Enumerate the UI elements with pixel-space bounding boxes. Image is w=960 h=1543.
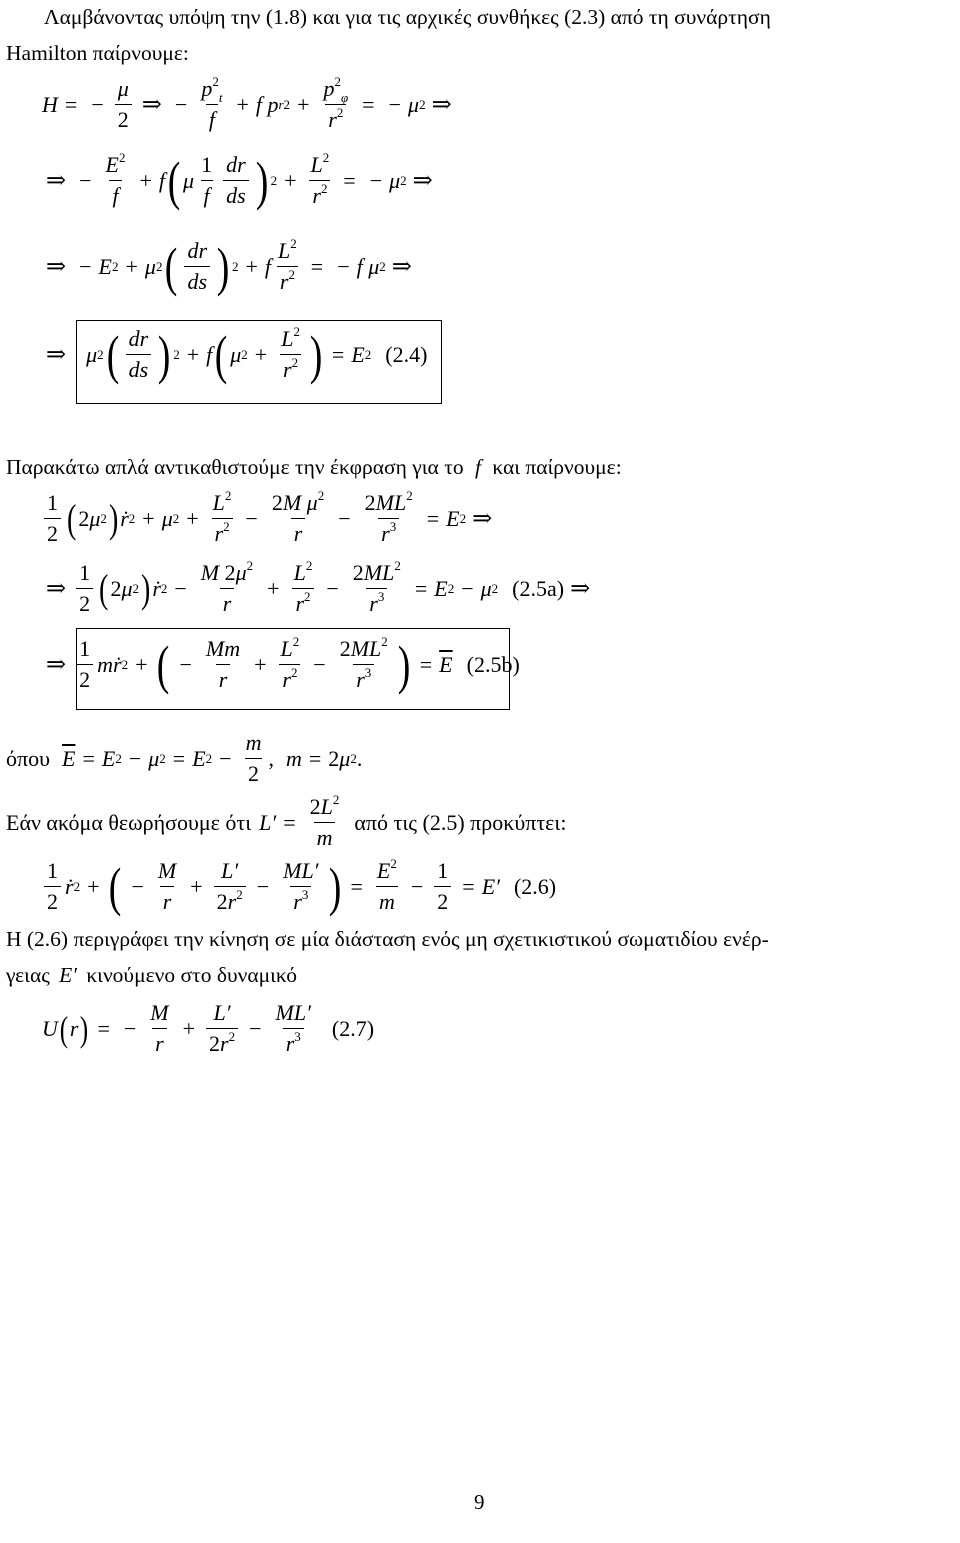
- intro-line-1: Λαμβάνοντας υπόψη την (1.8) και για τις αρχικές συνθήκες (2.3) από τη συνάρτηση: [44, 5, 771, 29]
- equation-tag-2-5b: (2.5b): [466, 651, 520, 677]
- equation-box-2-4: [76, 320, 442, 404]
- derivation-step-2: ⇒ − $\frac{E^2}{f}$ + f ( μ $\frac{1}{f}$ $\frac{dr}{ds}$ ) 2 + $\frac{L^2}{r^2}$ = − μ 2 ⇒: [46, 150, 433, 211]
- description-line-1: Η (2.6) περιγράφει την κίνηση σε μία διάσταση ενός μη σχετικιστικού σωματιδίου ενέρ-: [6, 927, 769, 951]
- derivation-step-5-1: $\frac{1}{2}$ ( 2 μ 2 ) ṙ 2 + μ 2 + $\frac{L^2}{r^2}$ − $\frac{2M \mu^2}{r}$ − $\frac{2ML^2}{r^3}$ = E 2 ⇒: [40, 490, 498, 547]
- derivation-step-3: ⇒ − E 2 + μ 2 ( $\frac{dr}{ds}$ ) 2 + f $\frac{L^2}{r^2}$ = − f μ 2 ⇒: [46, 236, 412, 297]
- equation-2-5a: ⇒ $\frac{1}{2}$ ( 2 μ 2 ) ṙ 2 − $\frac{M 2\mu^2}{r}$ + $\frac{L^2}{r^2}$ − $\frac{2ML^2}{r^3}$ = E 2 − μ 2 (2.5a) ⇒: [46, 558, 591, 616]
- equation-tag-2-7: (2.7): [331, 1015, 375, 1041]
- equation-box-2-5b: [76, 628, 510, 710]
- page-number: 9: [474, 1490, 485, 1514]
- intro-line-2: Hamilton παίρνουμε:: [6, 41, 189, 65]
- equation-2-7: U ( r ) = − $\frac{M}{r}$ + $\frac{L'}{2r^2}$ − $\frac{ML'}{r^3}$ (2.7): [42, 1000, 375, 1056]
- equation-2-4: ⇒ μ 2 ( $\frac{dr}{ds}$ ) 2 + f ( μ 2 + $\frac{L^2}{r^2}$ ) = E 2 (2.4): [46, 324, 428, 385]
- definition-line: όπου $\overline{E}$ = E 2 − μ 2 = E 2 − $\frac{m}{2}$ , m = 2 μ 2 .: [6, 730, 363, 786]
- equation-2-6: $\frac{1}{2}$ ṙ 2 + ( − $\frac{M}{r}$ + $\frac{L'}{2r^2}$ − $\frac{ML'}{r^3}$ ) = $\frac{E^2}{m}$ − $\frac{1}{2}$ = E′ (2.6): [40, 858, 556, 915]
- equation-tag-2-4: (2.4): [385, 341, 428, 367]
- equation-tag-2-6: (2.6): [513, 873, 557, 899]
- equation-2-5b: ⇒ $\frac{1}{2}$ mṙ 2 + ( − $\frac{Mm}{r}$ + $\frac{L^2}{r^2}$ − $\frac{2ML^2}{r^3}$ ) = $\overline{E}$ (2.5b): [46, 634, 520, 695]
- hamiltonian-equation: H = − $\frac{\mu}{2}$ ⇒ − $\frac{p^2_t}{f}$ + f p r 2 + $\frac{p^2_\varphi}{r^2}$ = − μ 2 ⇒: [42, 74, 452, 132]
- paragraph-substitute: Παρακάτω απλά αντικαθιστούμε την έκφραση για το f και παίρνουμε:: [6, 455, 622, 479]
- assumption-line: Εάν ακόμα θεωρήσουμε ότι L′ = $\frac{2L^2}{m}$ από τις (2.5) προκύπτει:: [6, 792, 567, 850]
- description-line-2: γειας E′ κινούμενο στο δυναμικό: [6, 963, 298, 987]
- equation-tag-2-5a: (2.5a): [512, 575, 565, 601]
